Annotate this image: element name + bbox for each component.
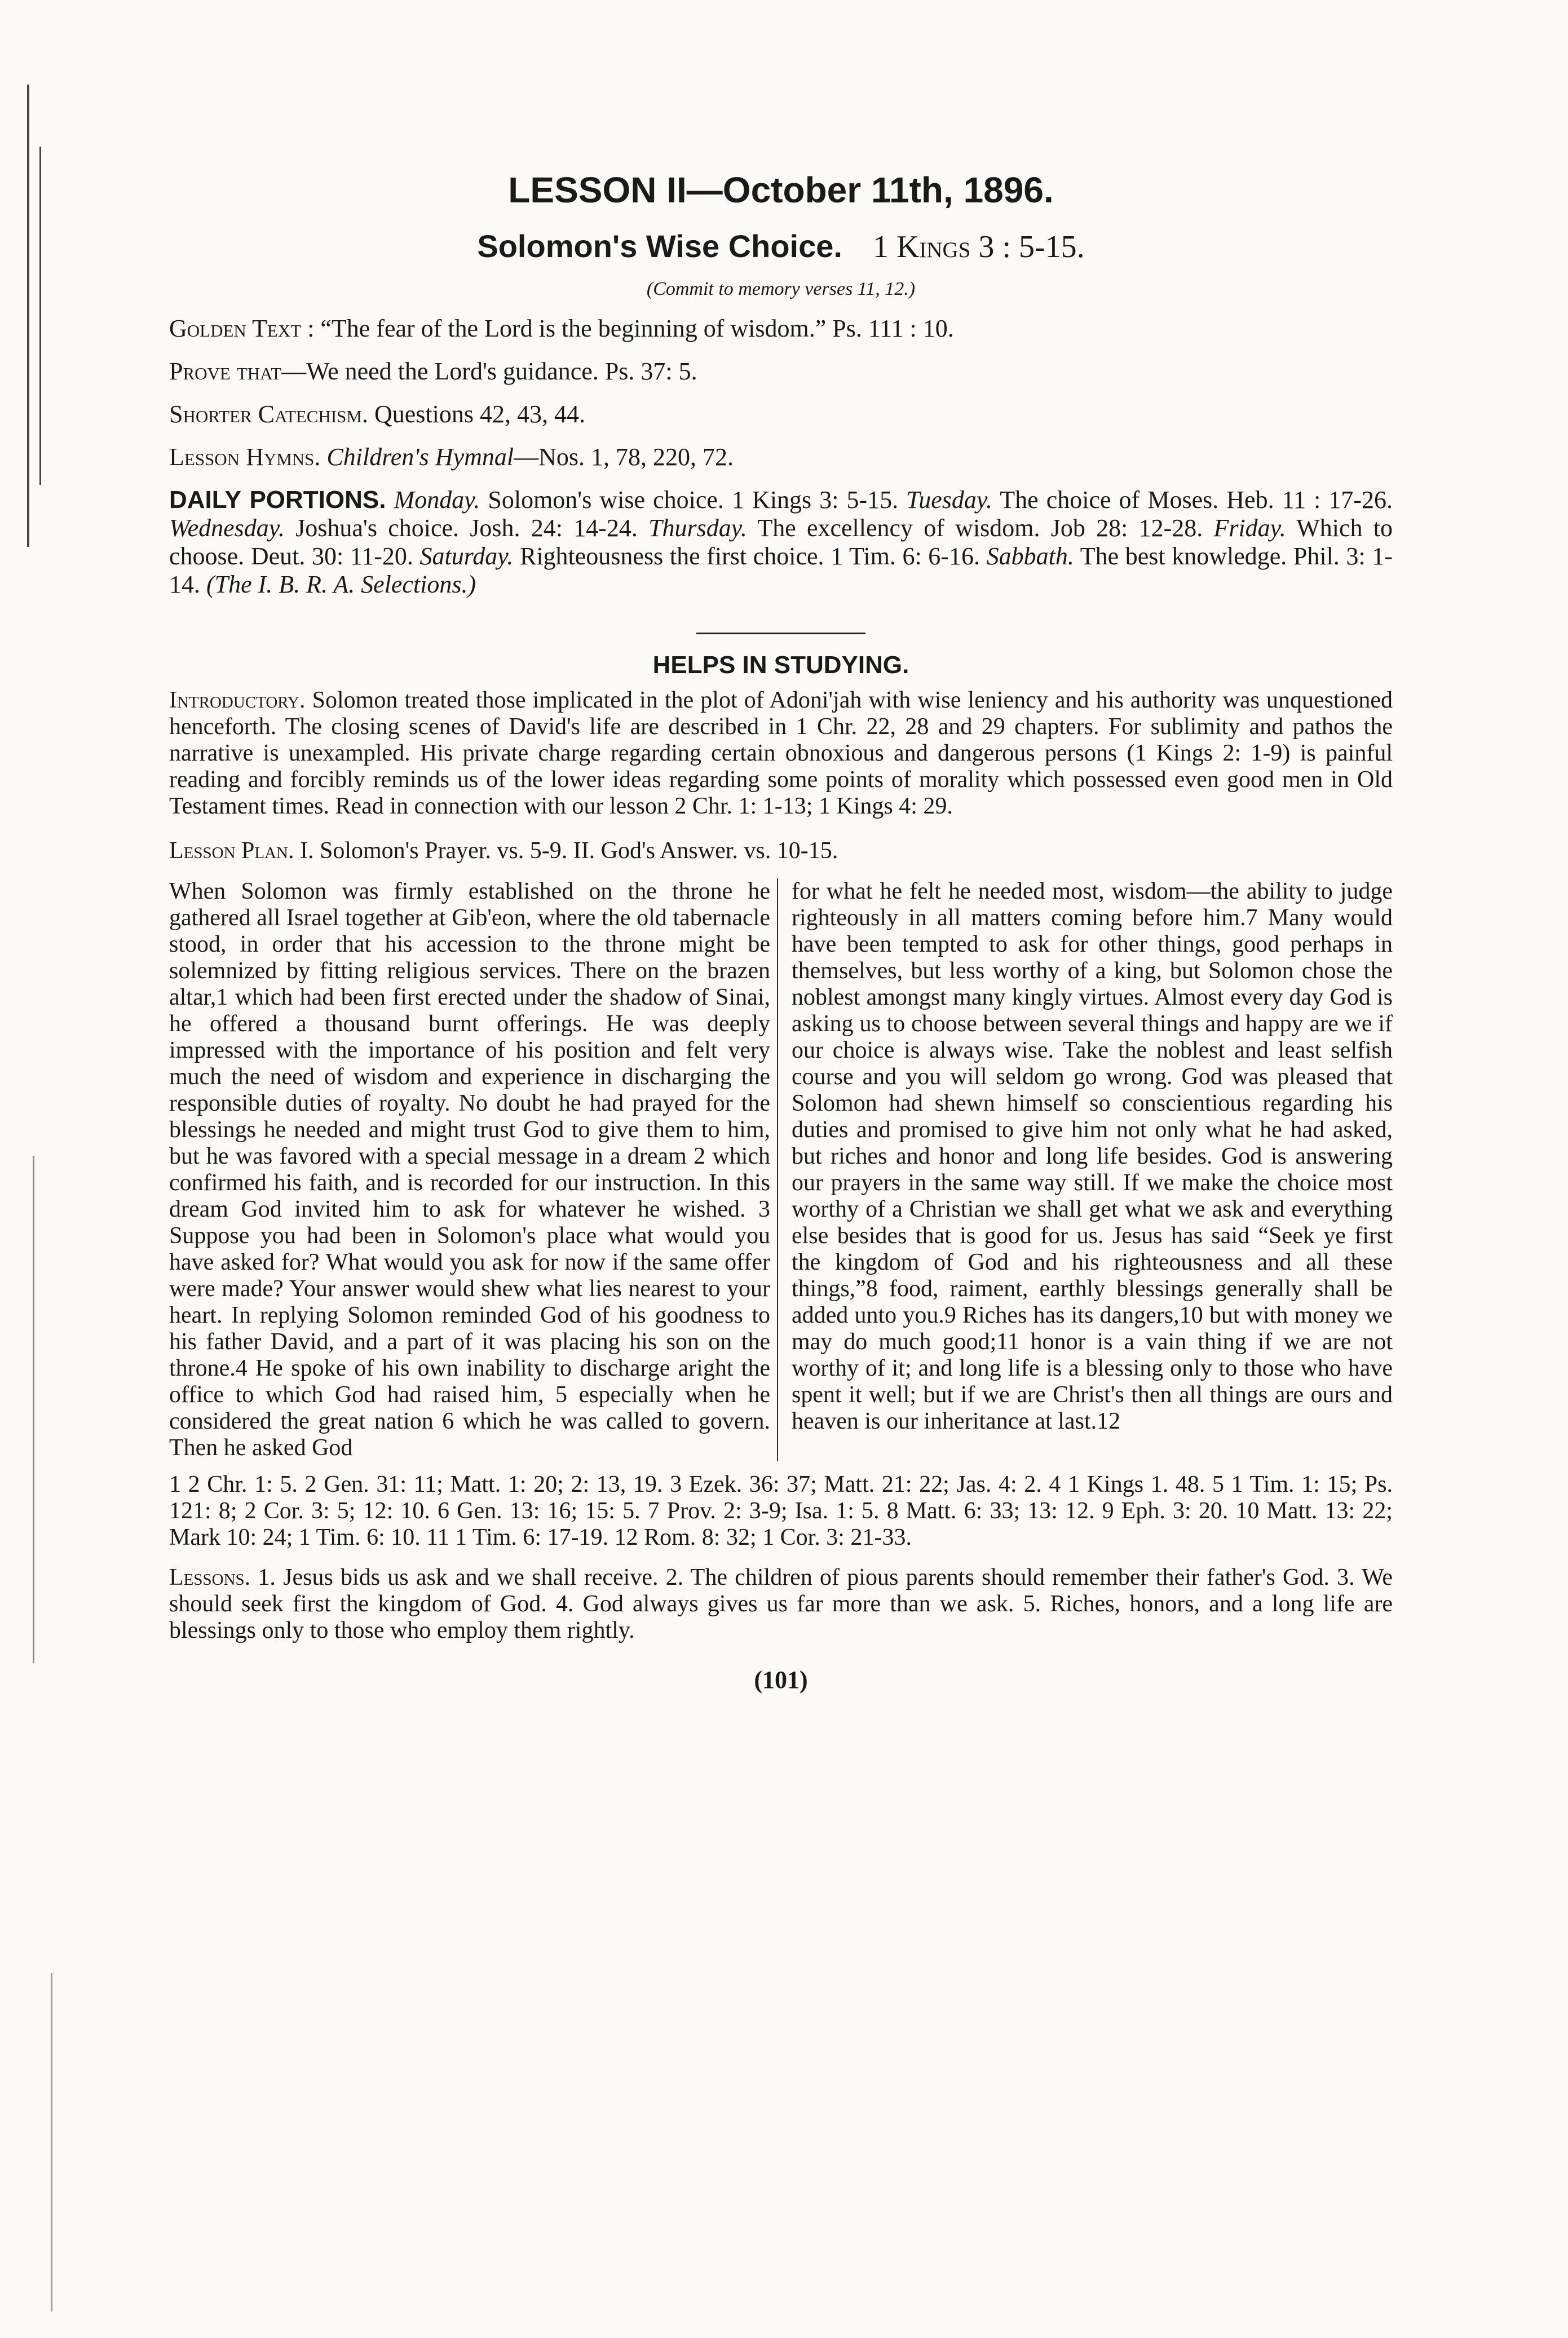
hymns-book: Children's Hymnal (326, 443, 514, 471)
catechism-label: Shorter Catechism. (169, 400, 368, 428)
lesson-subtitle-ref: 1 Kings 3 : 5-15. (872, 229, 1085, 264)
body-column-left: When Solomon was firmly established on the throne he gathered all Israel together at Gib'eon, where the old tabernacle stood, in order that his accession to the throne might be solemnized by fitting religious services. There on the brazen altar,1 which had been first erected under the shadow of Sinai, he offered a thousand burnt offerings. He was deeply impressed with the importance of his position and felt very much the need of wisdom and experience in discharging the responsible duties of royalty. No doubt he had prayed for the blessings he needed and might trust God to give them to him, but he was favored with a special message in a dream 2 which confirmed his faith, and is recorded for our instruction. In this dream God invited him to ask for whatever he wished. 3 Suppose you had been in Solomon's place what would you have asked for? What would you ask for now if the same offer were made? Your answer would shew what lies nearest to your heart. In replying Solomon reminded God of his goodness to his father David, and a part of it was placing his son on the throne.4 He spoke of his own inability to discharge aright the office to which God had raised him, 5 especially when he considered the great nation 6 which he was called to govern. Then he asked God (169, 878, 778, 1461)
shorter-catechism (169, 396, 1393, 433)
scan-mark-left (39, 147, 41, 485)
daily-day: Wednesday. (169, 514, 285, 542)
golden-text (169, 310, 1393, 347)
lesson-plan (169, 837, 1393, 865)
document-page (169, 169, 1393, 1694)
golden-text-value: “The fear of the Lord is the beginning of wisdom.” Ps. 111 : 10. (320, 315, 954, 342)
scan-mark-left (51, 1973, 52, 2312)
lesson-plan-label: Lesson Plan. (169, 838, 294, 864)
daily-day: Thursday. (648, 514, 747, 542)
daily-selections: (The I. B. R. A. Selections.) (206, 571, 476, 598)
introductory-paragraph (169, 687, 1393, 820)
daily-reading: The best knowledge. Phil. 3: 1-14. (169, 542, 1393, 598)
daily-day: Sabbath. (986, 542, 1074, 570)
body-column-right: for what he felt he needed most, wisdom—the ability to judge righteously in all matters coming before him.7 Many would have been tempted to ask for other things, good perhaps in themselves, but less worthy of a king, but Solomon chose the noblest amongst many kingly virtues. Almost every day God is asking us to choose between several things and happy are we if our choice is always wise. Take the noblest and least selfish course and you will seldom go wrong. God was pleased that Solomon had shewn himself so conscientious regarding his duties and promised to give him not only what he had asked, but riches and honor and long life besides. God is answering our prayers in the same way still. If we make the choice most worthy of a Christian we shall get what we ask and everything else besides that is good for us. Jesus has said “Seek ye first the kingdom of God and his righteousness and all these things,”8 food, raiment, earthly blessings generally shall be added unto you.9 Riches has its dangers,10 but with money we may do much good;11 honor is a vain thing if we are not worthy of it; and long life is a blessing only to those who have spent it well; but if we are Christ's then all things are ours and heaven is our inheritance at last.12 (792, 878, 1393, 1434)
daily-reading: Solomon's wise choice. 1 Kings 3: 5-15. (488, 486, 899, 514)
helps-heading: HELPS IN STUDYING. (652, 651, 909, 679)
daily-day: Monday. (394, 486, 480, 514)
lesson-subtitle-main: Solomon's Wise Choice. (477, 228, 842, 264)
daily-day: Tuesday. (906, 486, 993, 514)
daily-reading: Joshua's choice. Josh. 24: 14-24. (295, 514, 638, 542)
daily-reading: Which to choose. Deut. 30: 11-20. (169, 514, 1393, 570)
lesson-plan-text: I. Solomon's Prayer. vs. 5-9. II. God's Answer. vs. 10-15. (299, 838, 838, 864)
memory-verses: (Commit to memory verses 11, 12.) (646, 279, 916, 299)
catechism-value: Questions 42, 43, 44. (374, 400, 585, 428)
page-number: (101) (754, 1666, 808, 1694)
introductory-label: Introductory. (169, 687, 306, 713)
scan-mark-left (27, 85, 29, 547)
lessons-paragraph (169, 1564, 1393, 1644)
scan-mark-left (33, 1156, 34, 1663)
prove-that-label: Prove that (169, 357, 282, 385)
section-divider (696, 633, 865, 634)
lesson-title: LESSON II—October 11th, 1896. (508, 170, 1054, 210)
prove-that-value: —We need the Lord's guidance. Ps. 37: 5. (281, 357, 697, 385)
introductory-text: Solomon treated those implicated in the plot of Adoni'jah with wise leniency and his authority was unquestioned henceforth. The closing scenes of David's life are described in 1 Chr. 22, 28 and 29 chapters. For sublimity and pathos the narrative is unexampled. His private charge regarding certain obnoxious and dangerous persons (1 Kings 2: 1-9) is painful reading and forcibly reminds us of the lower ideas regarding some points of morality which possessed even good men in Old Testament times. Read in connection with our lesson 2 Chr. 1: 1-13; 1 Kings 4: 29. (169, 687, 1393, 819)
lessons-label: Lessons. (169, 1564, 251, 1590)
daily-day: Friday. (1213, 514, 1286, 542)
golden-text-label: Golden Text : (169, 315, 315, 342)
lesson-hymns (169, 439, 1393, 476)
lesson-subtitle (169, 228, 1393, 265)
daily-portions (169, 486, 1393, 599)
daily-day: Saturday. (419, 542, 514, 570)
hymns-label: Lesson Hymns. (169, 443, 321, 471)
prove-that (169, 353, 1393, 390)
daily-reading: The choice of Moses. Heb. 11 : 17-26. (1000, 486, 1393, 514)
hymns-value: —Nos. 1, 78, 220, 72. (514, 443, 734, 471)
daily-reading: Righteousness the first choice. 1 Tim. 6: 6-16. (519, 542, 980, 570)
daily-reading: The excellency of wisdom. Job 28: 12-28. (757, 514, 1203, 542)
references-footnotes: 1 2 Chr. 1: 5. 2 Gen. 31: 11; Matt. 1: 20; 2: 13, 19. 3 Ezek. 36: 37; Matt. 21: 22; Jas. 4: 2. 4 1 Kings 1. 48. 5 1 Tim. 1: 15; Ps. 121: 8; 2 Cor. 3: 5; 12: 10. 6 Gen. 13: 16; 15: 5. 7 Prov. 2: 3-9; Isa. 1: 5. 8 Matt. 6: 33; 13: 12. 9 Eph. 3: 20. 10 Matt. 13: 22; Mark 10: 24; 1 Tim. 6: 10. 11 1 Tim. 6: 17-19. 12 Rom. 8: 32; 1 Cor. 3: 21-33. (169, 1471, 1393, 1550)
daily-portions-heading: DAILY PORTIONS. (169, 486, 386, 514)
lessons-text: 1. Jesus bids us ask and we shall receive. 2. The children of pious parents should remember their father's God. 3. We should seek first the kingdom of God. 4. God always gives us far more than we ask. 5. Riches, honors, and a long life are blessings only to those who employ them rightly. (169, 1564, 1393, 1643)
body-columns (169, 878, 1393, 1461)
